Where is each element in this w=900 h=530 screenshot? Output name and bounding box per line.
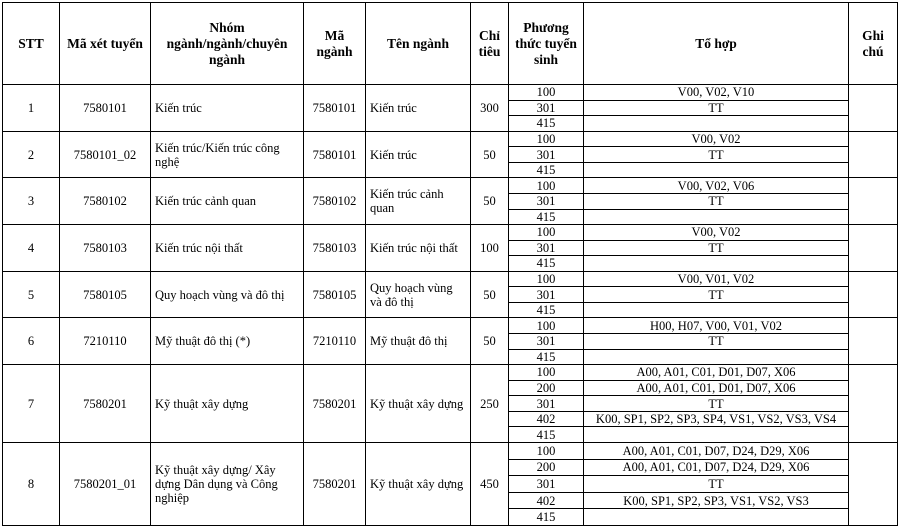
cell-method-code: 200 xyxy=(509,459,584,476)
cell-method-code: 100 xyxy=(509,442,584,459)
cell-chi-tieu: 450 xyxy=(471,442,509,525)
cell-nhom-nganh: Kiến trúc nội thất xyxy=(151,225,304,272)
admissions-table xyxy=(2,2,898,526)
cell-ma-nganh: 7580101 xyxy=(304,131,366,178)
cell-combos: K00, SP1, SP2, SP3, SP4, VS1, VS2, VS3, VS4 xyxy=(584,411,849,427)
cell-method-code: 301 xyxy=(509,240,584,256)
cell-stt: 2 xyxy=(3,131,60,178)
cell-method-code: 415 xyxy=(509,349,584,365)
cell-combos xyxy=(584,427,849,443)
cell-nhom-nganh: Kiến trúc/Kiến trúc công nghệ xyxy=(151,131,304,178)
cell-ma-xet-tuyen: 7580101 xyxy=(60,85,151,132)
cell-stt: 3 xyxy=(3,178,60,225)
cell-chi-tieu: 250 xyxy=(471,365,509,443)
cell-combos: TT xyxy=(584,334,849,350)
cell-combos xyxy=(584,209,849,225)
cell-method-code: 402 xyxy=(509,492,584,509)
cell-ten-nganh: Kiến trúc xyxy=(366,131,471,178)
header-ghi-chu: Ghi chú xyxy=(849,3,898,85)
cell-ma-nganh: 7580101 xyxy=(304,85,366,132)
cell-ghi-chu xyxy=(849,365,898,443)
cell-combos: TT xyxy=(584,396,849,412)
cell-method-code: 301 xyxy=(509,334,584,350)
cell-method-code: 415 xyxy=(509,256,584,272)
cell-method-code: 100 xyxy=(509,131,584,147)
cell-method-code: 301 xyxy=(509,147,584,163)
cell-ghi-chu xyxy=(849,318,898,365)
cell-ten-nganh: Mỹ thuật đô thị xyxy=(366,318,471,365)
cell-nhom-nganh: Kỹ thuật xây dựng xyxy=(151,365,304,443)
cell-nhom-nganh: Quy hoạch vùng và đô thị xyxy=(151,271,304,318)
cell-ghi-chu xyxy=(849,271,898,318)
table-row xyxy=(3,225,898,241)
cell-ten-nganh: Kiến trúc nội thất xyxy=(366,225,471,272)
cell-ma-xet-tuyen: 7210110 xyxy=(60,318,151,365)
cell-nhom-nganh: Kỹ thuật xây dựng/ Xây dựng Dân dụng và Công nghiệp xyxy=(151,442,304,525)
cell-combos: K00, SP1, SP2, SP3, VS1, VS2, VS3 xyxy=(584,492,849,509)
table-row xyxy=(3,131,898,147)
cell-ma-nganh: 7580105 xyxy=(304,271,366,318)
cell-ma-nganh: 7580201 xyxy=(304,365,366,443)
cell-ghi-chu xyxy=(849,85,898,132)
cell-method-code: 301 xyxy=(509,476,584,493)
cell-stt: 4 xyxy=(3,225,60,272)
cell-combos: A00, A01, C01, D01, D07, X06 xyxy=(584,380,849,396)
cell-ghi-chu xyxy=(849,131,898,178)
header-nhom-nganh: Nhóm ngành/ngành/chuyên ngành xyxy=(151,3,304,85)
cell-stt: 7 xyxy=(3,365,60,443)
table-row xyxy=(3,365,898,381)
cell-combos: V00, V02 xyxy=(584,225,849,241)
cell-chi-tieu: 100 xyxy=(471,225,509,272)
cell-combos: TT xyxy=(584,100,849,116)
cell-method-code: 301 xyxy=(509,396,584,412)
cell-method-code: 415 xyxy=(509,209,584,225)
header-phuong-thuc: Phương thức tuyển sinh xyxy=(509,3,584,85)
cell-nhom-nganh: Kiến trúc cảnh quan xyxy=(151,178,304,225)
cell-method-code: 200 xyxy=(509,380,584,396)
table-row xyxy=(3,271,898,287)
cell-method-code: 402 xyxy=(509,411,584,427)
cell-combos xyxy=(584,509,849,526)
cell-ma-xet-tuyen: 7580102 xyxy=(60,178,151,225)
cell-ghi-chu xyxy=(849,178,898,225)
table-row xyxy=(3,85,898,101)
cell-method-code: 415 xyxy=(509,427,584,443)
cell-method-code: 415 xyxy=(509,116,584,132)
table-row xyxy=(3,318,898,334)
cell-chi-tieu: 50 xyxy=(471,318,509,365)
cell-ma-nganh: 7580102 xyxy=(304,178,366,225)
cell-combos xyxy=(584,162,849,178)
cell-combos: H00, H07, V00, V01, V02 xyxy=(584,318,849,334)
cell-ghi-chu xyxy=(849,442,898,525)
cell-method-code: 100 xyxy=(509,178,584,194)
cell-method-code: 301 xyxy=(509,193,584,209)
cell-method-code: 415 xyxy=(509,509,584,526)
cell-combos: V00, V02, V10 xyxy=(584,85,849,101)
cell-stt: 5 xyxy=(3,271,60,318)
cell-ma-xet-tuyen: 7580201_01 xyxy=(60,442,151,525)
cell-ma-xet-tuyen: 7580105 xyxy=(60,271,151,318)
cell-stt: 6 xyxy=(3,318,60,365)
header-ma-xet-tuyen: Mã xét tuyển xyxy=(60,3,151,85)
cell-combos xyxy=(584,302,849,318)
cell-combos: TT xyxy=(584,476,849,493)
cell-chi-tieu: 50 xyxy=(471,131,509,178)
cell-combos xyxy=(584,349,849,365)
cell-combos: TT xyxy=(584,240,849,256)
cell-method-code: 301 xyxy=(509,100,584,116)
cell-ma-nganh: 7580103 xyxy=(304,225,366,272)
table-header xyxy=(3,3,898,85)
table-row xyxy=(3,178,898,194)
cell-combos: V00, V02 xyxy=(584,131,849,147)
cell-combos: A00, A01, C01, D07, D24, D29, X06 xyxy=(584,459,849,476)
cell-ma-xet-tuyen: 7580103 xyxy=(60,225,151,272)
cell-ma-xet-tuyen: 7580201 xyxy=(60,365,151,443)
cell-method-code: 100 xyxy=(509,365,584,381)
cell-method-code: 100 xyxy=(509,225,584,241)
cell-combos: V00, V02, V06 xyxy=(584,178,849,194)
cell-nhom-nganh: Mỹ thuật đô thị (*) xyxy=(151,318,304,365)
cell-combos: A00, A01, C01, D07, D24, D29, X06 xyxy=(584,442,849,459)
header-ten-nganh: Tên ngành xyxy=(366,3,471,85)
cell-ma-nganh: 7580201 xyxy=(304,442,366,525)
cell-stt: 1 xyxy=(3,85,60,132)
cell-combos: TT xyxy=(584,193,849,209)
cell-chi-tieu: 50 xyxy=(471,271,509,318)
header-row xyxy=(3,3,898,85)
cell-method-code: 100 xyxy=(509,85,584,101)
header-chi-tieu: Chỉ tiêu xyxy=(471,3,509,85)
cell-ten-nganh: Kỹ thuật xây dựng xyxy=(366,365,471,443)
table-row xyxy=(3,442,898,459)
cell-nhom-nganh: Kiến trúc xyxy=(151,85,304,132)
header-to-hop: Tổ hợp xyxy=(584,3,849,85)
cell-ten-nganh: Kiến trúc xyxy=(366,85,471,132)
table-body xyxy=(3,85,898,526)
cell-ghi-chu xyxy=(849,225,898,272)
cell-chi-tieu: 50 xyxy=(471,178,509,225)
cell-ten-nganh: Quy hoạch vùng và đô thị xyxy=(366,271,471,318)
cell-method-code: 100 xyxy=(509,271,584,287)
cell-method-code: 415 xyxy=(509,302,584,318)
cell-method-code: 301 xyxy=(509,287,584,303)
cell-combos: TT xyxy=(584,287,849,303)
cell-method-code: 415 xyxy=(509,162,584,178)
header-ma-nganh: Mã ngành xyxy=(304,3,366,85)
cell-method-code: 100 xyxy=(509,318,584,334)
cell-chi-tieu: 300 xyxy=(471,85,509,132)
cell-combos: A00, A01, C01, D01, D07, X06 xyxy=(584,365,849,381)
cell-stt: 8 xyxy=(3,442,60,525)
cell-ma-xet-tuyen: 7580101_02 xyxy=(60,131,151,178)
cell-ten-nganh: Kiến trúc cảnh quan xyxy=(366,178,471,225)
cell-ma-nganh: 7210110 xyxy=(304,318,366,365)
cell-combos: V00, V01, V02 xyxy=(584,271,849,287)
cell-combos: TT xyxy=(584,147,849,163)
cell-combos xyxy=(584,116,849,132)
cell-ten-nganh: Kỹ thuật xây dựng xyxy=(366,442,471,525)
header-stt: STT xyxy=(3,3,60,85)
cell-combos xyxy=(584,256,849,272)
